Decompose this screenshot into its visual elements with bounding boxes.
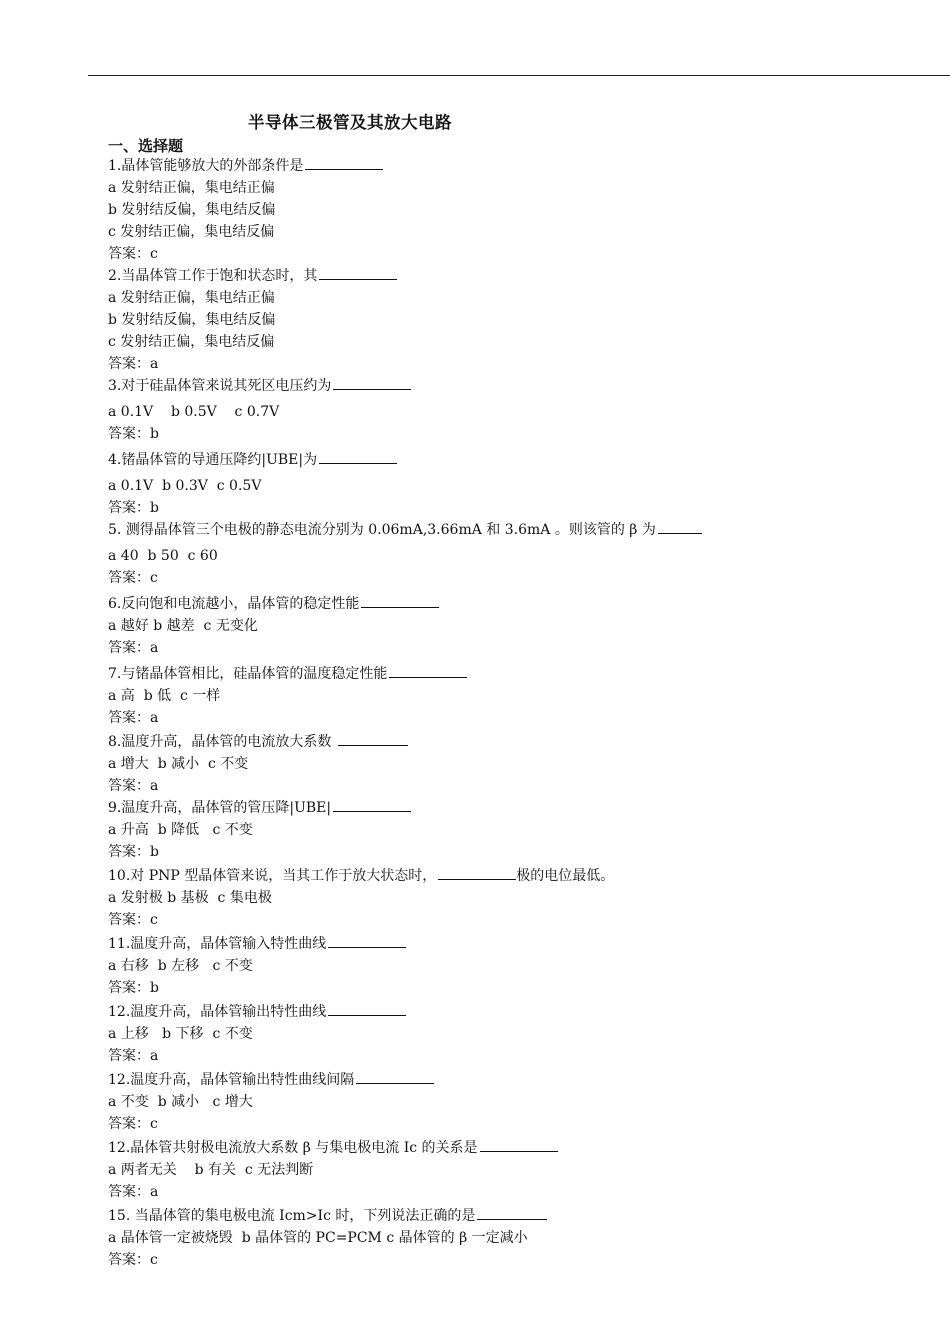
question-number: 6. <box>108 596 122 612</box>
answer-line: 答案：a <box>108 710 159 726</box>
option-line: a 不变 b 减小 c 增大 <box>108 1094 253 1110</box>
question-stem <box>108 663 868 685</box>
question-stem <box>108 1069 868 1091</box>
question-block <box>108 797 868 863</box>
answer-blank <box>477 1205 547 1220</box>
question-text: 当晶体管工作于饱和状态时，其 <box>121 268 318 284</box>
question-stem <box>108 375 868 397</box>
question-block <box>108 933 868 999</box>
question-text: 温度升高，晶体管的管压降|UBE| <box>121 800 332 816</box>
question-number: 3. <box>108 378 122 394</box>
option-line: a 发射结正偏，集电结正偏 <box>108 290 275 306</box>
answer-line: 答案：c <box>108 1116 158 1132</box>
answer-line: 答案：a <box>108 356 159 372</box>
question-stem <box>108 865 868 887</box>
question-block <box>108 1137 868 1203</box>
answer-line: 答案：b <box>108 844 159 860</box>
section-heading: 一、选择题 <box>108 137 184 155</box>
option-line: a 0.1V b 0.5V c 0.7V <box>108 404 280 420</box>
answer-blank <box>438 865 516 880</box>
answer-line: 答案：c <box>108 1252 158 1268</box>
answer-line: 答案：a <box>108 1048 159 1064</box>
option-line: a 发射极 b 基极 c 集电极 <box>108 890 272 906</box>
question-block <box>108 865 868 931</box>
question-stem <box>108 1205 868 1227</box>
answer-blank <box>319 265 397 280</box>
answer-line: 答案：c <box>108 246 158 262</box>
question-text: 对 PNP 型晶体管来说，当其工作于放大状态时， <box>130 868 437 884</box>
question-stem <box>108 933 868 955</box>
answer-line: 答案：a <box>108 640 159 656</box>
answer-blank <box>333 375 411 390</box>
question-number: 11. <box>108 936 131 952</box>
question-block <box>108 519 868 589</box>
answer-line: 答案：a <box>108 778 159 794</box>
question-number: 12. <box>108 1072 131 1088</box>
question-stem <box>108 731 868 753</box>
question-block <box>108 731 868 797</box>
question-number: 7. <box>108 666 122 682</box>
answer-blank <box>389 663 467 678</box>
question-text: 与锗晶体管相比，硅晶体管的温度稳定性能 <box>121 666 388 682</box>
question-text: 测得晶体管三个电极的静态电流分别为 0.06mA,3.66mA 和 3.6mA 。则该管的 β 为 <box>121 522 656 538</box>
answer-blank <box>658 519 702 534</box>
question-stem <box>108 1001 868 1023</box>
answer-blank <box>328 933 406 948</box>
option-line: a 高 b 低 c 一样 <box>108 688 221 704</box>
question-stem <box>108 797 868 819</box>
question-text: 温度升高，晶体管输出特性曲线间隔 <box>130 1072 355 1088</box>
answer-line: 答案：c <box>108 912 158 928</box>
question-block <box>108 1001 868 1067</box>
question-text: 温度升高，晶体管输出特性曲线 <box>130 1004 327 1020</box>
question-number: 12. <box>108 1004 131 1020</box>
question-stem <box>108 265 868 287</box>
option-line: a 0.1V b 0.3V c 0.5V <box>108 478 262 494</box>
answer-blank <box>338 731 408 746</box>
question-block <box>108 155 868 265</box>
question-stem <box>108 519 868 541</box>
question-number: 10. <box>108 868 131 884</box>
question-text: 反向饱和电流越小，晶体管的稳定性能 <box>121 596 360 612</box>
question-number: 5. <box>108 522 122 538</box>
question-text: 温度升高，晶体管输入特性曲线 <box>130 936 327 952</box>
option-line: a 升高 b 降低 c 不变 <box>108 822 253 838</box>
option-line: a 上移 b 下移 c 不变 <box>108 1026 253 1042</box>
option-line: c 发射结正偏，集电结反偏 <box>108 224 275 240</box>
question-number: 12. <box>108 1140 131 1156</box>
question-number: 2. <box>108 268 122 284</box>
answer-blank <box>328 1001 406 1016</box>
answer-line: 答案：a <box>108 1184 159 1200</box>
question-number: 1. <box>108 158 122 174</box>
top-rule <box>88 75 950 76</box>
option-line: a 晶体管一定被烧毁 b 晶体管的 PC=PCM c 晶体管的 β 一定减小 <box>108 1230 528 1246</box>
question-stem <box>108 155 868 177</box>
question-stem <box>108 1137 868 1159</box>
question-block <box>108 593 868 659</box>
option-line: a 右移 b 左移 c 不变 <box>108 958 253 974</box>
question-text: 温度升高，晶体管的电流放大系数 <box>121 734 336 750</box>
option-line: a 两者无关 b 有关 c 无法判断 <box>108 1162 314 1178</box>
question-list <box>108 155 868 1271</box>
option-line: b 发射结反偏，集电结反偏 <box>108 312 276 328</box>
question-block <box>108 1069 868 1135</box>
option-line: c 发射结正偏，集电结反偏 <box>108 334 275 350</box>
answer-blank <box>361 593 439 608</box>
document-title: 半导体三极管及其放大电路 <box>248 113 452 132</box>
option-line: a 发射结正偏，集电结正偏 <box>108 180 275 196</box>
answer-blank <box>319 449 397 464</box>
answer-line: 答案：b <box>108 426 159 442</box>
option-line: a 越好 b 越差 c 无变化 <box>108 618 258 634</box>
option-line: b 发射结反偏，集电结反偏 <box>108 202 276 218</box>
question-text: 晶体管能够放大的外部条件是 <box>121 158 304 174</box>
answer-line: 答案：c <box>108 570 158 586</box>
question-block <box>108 265 868 375</box>
answer-line: 答案：b <box>108 500 159 516</box>
option-line: a 增大 b 减小 c 不变 <box>108 756 249 772</box>
question-number: 8. <box>108 734 122 750</box>
question-block <box>108 375 868 445</box>
answer-blank <box>333 797 411 812</box>
option-line: a 40 b 50 c 60 <box>108 548 218 564</box>
question-block <box>108 449 868 519</box>
question-text: 对于硅晶体管来说其死区电压约为 <box>121 378 332 394</box>
question-number: 4. <box>108 452 122 468</box>
question-number: 9. <box>108 800 122 816</box>
question-text: 锗晶体管的导通压降约|UBE|为 <box>121 452 318 468</box>
question-suffix: 极的电位最低。 <box>516 868 615 884</box>
question-text: 晶体管共射极电流放大系数 β 与集电极电流 Ic 的关系是 <box>130 1140 478 1156</box>
question-text: 当晶体管的集电极电流 Icm>Ic 时，下列说法正确的是 <box>130 1208 476 1224</box>
answer-line: 答案：b <box>108 980 159 996</box>
question-stem <box>108 593 868 615</box>
question-number: 15. <box>108 1208 131 1224</box>
question-block <box>108 663 868 729</box>
question-stem <box>108 449 868 471</box>
answer-blank <box>480 1137 558 1152</box>
question-block <box>108 1205 868 1271</box>
answer-blank <box>305 155 383 170</box>
answer-blank <box>356 1069 434 1084</box>
